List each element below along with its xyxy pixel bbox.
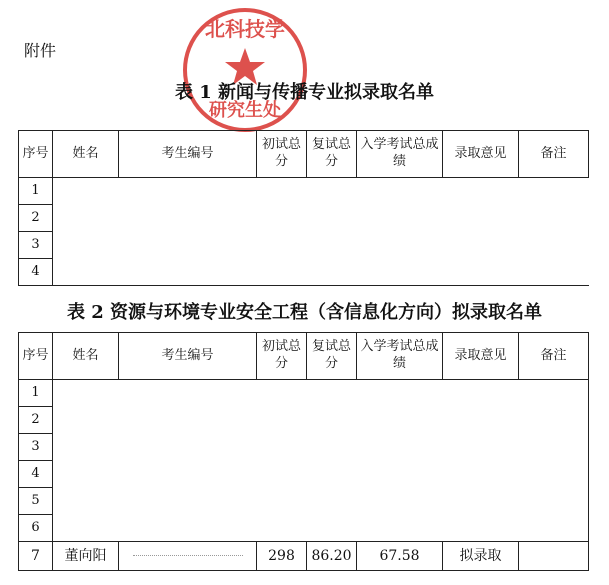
header-score1: 初试总分 xyxy=(257,333,307,380)
row-no: 5 xyxy=(19,488,53,515)
official-seal xyxy=(176,6,314,134)
header-score2: 复试总分 xyxy=(307,131,357,178)
row-score2: 86.20 xyxy=(307,542,357,571)
header-exam-no: 考生编号 xyxy=(119,131,257,178)
row-score1: 298 xyxy=(257,542,307,571)
header-total: 入学考试总成绩 xyxy=(357,131,443,178)
header-exam-no: 考生编号 xyxy=(119,333,257,380)
header-remark: 备注 xyxy=(519,131,589,178)
table2 xyxy=(18,332,589,571)
header-total: 入学考试总成绩 xyxy=(357,333,443,380)
header-name: 姓名 xyxy=(53,333,119,380)
attachment-label: 附件 xyxy=(24,41,57,60)
redacted-exam-no xyxy=(133,555,243,556)
row-no: 4 xyxy=(19,461,53,488)
row-no: 7 xyxy=(19,542,53,571)
row-opinion: 拟录取 xyxy=(443,542,519,571)
row-no: 1 xyxy=(19,380,53,407)
row-no: 2 xyxy=(19,407,53,434)
header-opinion: 录取意见 xyxy=(443,333,519,380)
header-score2: 复试总分 xyxy=(307,333,357,380)
row-no: 1 xyxy=(19,178,53,205)
header-no: 序号 xyxy=(19,131,53,178)
header-name: 姓名 xyxy=(53,131,119,178)
row-no: 3 xyxy=(19,232,53,259)
table1-header xyxy=(19,131,589,178)
svg-text:北科技学: 北科技学 xyxy=(205,17,285,41)
row-no: 2 xyxy=(19,205,53,232)
table1-title: 表 1 新闻与传播专业拟录取名单 xyxy=(174,82,435,103)
header-remark: 备注 xyxy=(519,333,589,380)
svg-text:研究生处: 研究生处 xyxy=(209,100,281,121)
row-name: 董向阳 xyxy=(53,542,119,571)
table-row xyxy=(19,380,589,407)
table1 xyxy=(18,130,589,286)
row-no: 4 xyxy=(19,259,53,286)
row-total: 67.58 xyxy=(357,542,443,571)
table-row xyxy=(19,542,589,571)
row-exam-no xyxy=(119,542,257,571)
row-no: 6 xyxy=(19,515,53,542)
table-row xyxy=(19,178,589,205)
row-no: 3 xyxy=(19,434,53,461)
row-remark xyxy=(519,542,589,571)
header-opinion: 录取意见 xyxy=(443,131,519,178)
header-no: 序号 xyxy=(19,333,53,380)
header-score1: 初试总分 xyxy=(257,131,307,178)
table2-title: 表 2 资源与环境专业安全工程（含信息化方向）拟录取名单 xyxy=(66,302,543,323)
table2-header xyxy=(19,333,589,380)
